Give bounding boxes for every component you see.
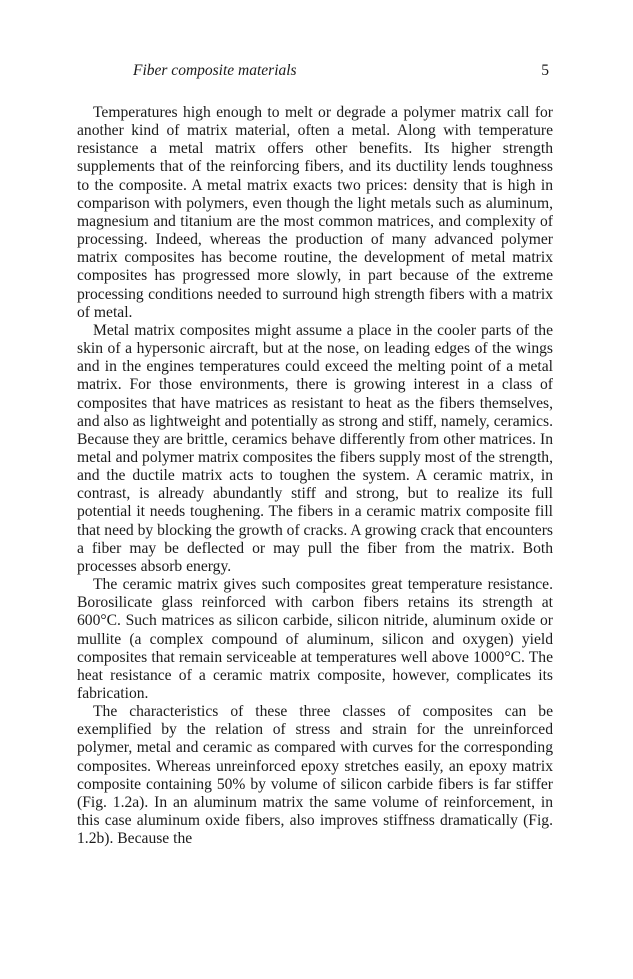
paragraph-metal-matrix: Temperatures high enough to melt or degrade a polymer matrix call for another kind of matrix material, often a metal. Along with temperature resistance a metal matrix offers other benefits. Its higher strength supplements that of the reinforcing fibers, and its ductility lends toughness to the composite. A metal matrix exacts two prices: density that is high in comparison with polymers, even though the light metals such as aluminum, magnesium and titanium are the most common matrices, and complexity of processing. Indeed, whereas the production of many advanced polymer matrix composites has become routine, the development of metal matrix composites has progressed more slowly, in part because of the extreme processing conditions needed to surround high strength fibers with a matrix of metal. xyxy=(77,104,553,321)
page-header xyxy=(77,62,553,88)
body-text xyxy=(77,104,553,848)
paragraph-temperature-resistance: The ceramic matrix gives such composites great temperature resistance. Borosilicate glass reinforced with carbon fibers retains its strength at 600°C. Such matrices as silicon carbide, silicon nitride, aluminum oxide or mullite (a complex compound of aluminum, silicon and oxygen) yield composites that remain serviceable at temperatures well above 1000°C. The heat resistance of a ceramic matrix composite, however, complicates its fabrication. xyxy=(77,576,553,702)
paragraph-ceramic-matrix: Metal matrix composites might assume a place in the cooler parts of the skin of a hypersonic aircraft, but at the nose, on leading edges of the wings and in the engines temperatures could exceed the melting point of a metal matrix. For those environments, there is growing interest in a class of composites that have matrices as resistant to heat as the fibers themselves, and also as lightweight and potentially as strong and stiff, namely, ceramics. Because they are brittle, ceramics behave differently from other matrices. In metal and polymer matrix composites the fibers supply most of the strength, and the ductile matrix acts to toughen the system. A ceramic matrix, in contrast, is already abundantly stiff and strong, but to realize its full potential it needs toughening. The fibers in a ceramic matrix composite fill that need by blocking the growth of cracks. A growing crack that encounters a fiber may be deflected or may pull the fiber from the matrix. Both processes absorb energy. xyxy=(77,321,553,575)
paragraph-stress-strain: The characteristics of these three classes of composites can be exemplified by the relation of stress and strain for the unreinforced polymer, metal and ceramic as compared with curves for the corresponding composites. Whereas unreinforced epoxy stretches easily, an epoxy matrix composite containing 50% by volume of silicon carbide fibers is far stiffer (Fig. 1.2a). In an aluminum matrix the same volume of reinforcement, in this case aluminum oxide fibers, also improves stiffness dramatically (Fig. 1.2b). Because the xyxy=(77,703,553,848)
running-title: Fiber composite materials xyxy=(133,62,297,79)
book-page xyxy=(77,62,553,848)
page-number: 5 xyxy=(541,62,549,79)
